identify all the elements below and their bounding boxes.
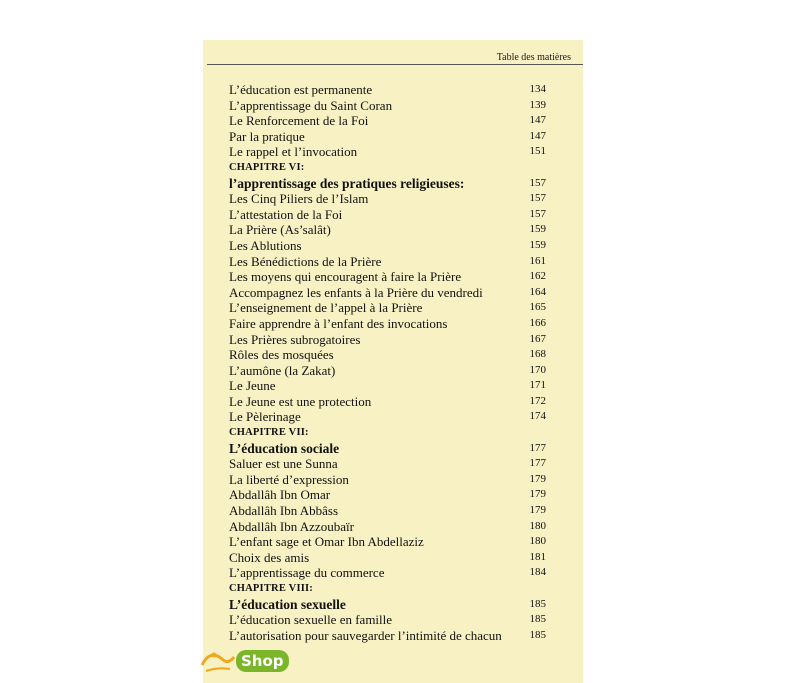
toc-entry-page: 157 — [529, 207, 546, 220]
toc-entry-title: Faire apprendre à l’enfant des invocations — [229, 315, 448, 331]
toc-entry — [229, 487, 546, 503]
toc-entry — [229, 565, 546, 581]
toc-entry-page: 159 — [529, 223, 546, 236]
book-page — [203, 40, 583, 683]
toc-entry — [229, 347, 546, 363]
toc-entry-title: L’enseignement de l’appel à la Prière — [229, 300, 423, 316]
toc-entry-page: 185 — [529, 628, 546, 641]
toc-entry — [229, 300, 546, 316]
toc-entry-title: Par la pratique — [229, 128, 305, 144]
header-rule — [207, 64, 583, 65]
toc-entry-page: 177 — [529, 441, 546, 454]
toc-entry — [229, 472, 546, 488]
toc-entry — [229, 378, 546, 394]
toc-entry — [229, 363, 546, 379]
toc-entry-page: 139 — [529, 98, 546, 111]
toc-entry-title: L’éducation sociale — [229, 440, 340, 456]
toc-entry-page: 179 — [529, 488, 546, 501]
toc-entry-title: L’éducation sexuelle en famille — [229, 612, 393, 628]
toc-entry-page: 185 — [529, 597, 546, 610]
toc-entry — [229, 409, 546, 425]
toc-entry-title: Les Cinq Piliers de l’Islam — [229, 191, 369, 207]
toc-entry-page: 179 — [529, 472, 546, 485]
toc-entry-title: Choix des amis — [229, 549, 310, 565]
toc-entry — [229, 129, 546, 145]
toc-entry-page: 168 — [529, 348, 546, 361]
toc-entry-title: L’éducation est permanente — [229, 82, 373, 97]
toc-entry-title: Les moyens qui encouragent à faire la Prière — [229, 269, 462, 285]
toc-entry-title: Les Bénédictions de la Prière — [229, 253, 382, 269]
toc-entry — [229, 144, 546, 160]
toc-entry-title: Le Jeune est une protection — [229, 393, 372, 409]
toc-entry — [229, 98, 546, 114]
toc-entry-title: Le Pèlerinage — [229, 409, 301, 425]
toc-entry-title: Saluer est une Sunna — [229, 456, 338, 472]
section-heading — [229, 176, 546, 192]
toc-entry-page: 179 — [529, 504, 546, 517]
toc-entry — [229, 254, 546, 270]
toc-entry — [229, 519, 546, 535]
toc-entry-title: L’apprentissage du Saint Coran — [229, 97, 393, 113]
toc-entry-page: 151 — [529, 145, 546, 158]
toc-entry-page: 172 — [529, 394, 546, 407]
toc-entry — [229, 238, 546, 254]
toc-entry — [229, 82, 546, 98]
toc-entry — [229, 285, 546, 301]
toc-entry-page: 157 — [529, 176, 546, 189]
toc-entry-title: Abdallâh Ibn Omar — [229, 487, 331, 503]
chapter-heading — [229, 160, 546, 176]
toc-entry-title: L’éducation sexuelle — [229, 596, 346, 612]
table-of-contents — [229, 82, 546, 643]
toc-entry-page: 180 — [529, 519, 546, 532]
toc-entry-page: 171 — [529, 379, 546, 392]
toc-entry — [229, 456, 546, 472]
toc-entry-title: Accompagnez les enfants à la Prière du vendredi — [229, 284, 483, 300]
toc-entry-page: 180 — [529, 535, 546, 548]
toc-entry-title: Le Renforcement de la Foi — [229, 113, 369, 129]
chapter-heading — [229, 425, 546, 441]
toc-entry-title: CHAPITRE VII: — [229, 427, 309, 439]
toc-entry-page: 174 — [529, 410, 546, 423]
toc-entry-title: L’attestation de la Foi — [229, 206, 343, 222]
toc-entry — [229, 550, 546, 566]
toc-entry-title: L’aumône (la Zakat) — [229, 362, 336, 378]
toc-entry — [229, 394, 546, 410]
toc-entry-page: 184 — [529, 566, 546, 579]
toc-entry-title: Abdallâh Ibn Azzoubaïr — [229, 518, 354, 534]
section-heading — [229, 597, 546, 613]
toc-entry-page: 162 — [529, 270, 546, 283]
toc-entry-title: L’enfant sage et Omar Ibn Abdellaziz — [229, 534, 424, 550]
toc-entry-page: 165 — [529, 301, 546, 314]
toc-entry — [229, 113, 546, 129]
toc-entry-title: La liberté d’expression — [229, 471, 349, 487]
toc-entry-title: L’apprentissage du commerce — [229, 565, 385, 581]
toc-entry-title: La Prière (As’salât) — [229, 222, 331, 238]
toc-entry-title: Le Jeune — [229, 378, 276, 394]
toc-entry-page: 181 — [529, 550, 546, 563]
chapter-heading — [229, 581, 546, 597]
toc-entry — [229, 207, 546, 223]
toc-entry — [229, 222, 546, 238]
toc-entry — [229, 503, 546, 519]
toc-entry-title: CHAPITRE VIII: — [229, 583, 313, 594]
toc-entry-page: 147 — [529, 114, 546, 127]
running-header: Table des matières — [496, 52, 571, 63]
toc-entry-page: 167 — [529, 332, 546, 345]
toc-entry — [229, 628, 546, 644]
toc-entry — [229, 332, 546, 348]
toc-entry-title: Rôles des mosquées — [229, 347, 334, 363]
toc-entry-title: Abdallâh Ibn Abbâss — [229, 503, 339, 519]
toc-entry-page: 147 — [529, 129, 546, 142]
toc-entry-title: Les Prières subrogatoires — [229, 331, 361, 347]
toc-entry-page: 157 — [529, 192, 546, 205]
toc-entry-page: 159 — [529, 238, 546, 251]
toc-entry — [229, 269, 546, 285]
toc-entry-page: 185 — [529, 613, 546, 626]
toc-entry — [229, 612, 546, 628]
toc-entry-page: 161 — [529, 254, 546, 267]
toc-entry-title: L’autorisation pour sauvegarder l’intimité de chacun — [229, 627, 502, 643]
toc-entry-page: 164 — [529, 285, 546, 298]
toc-entry-title: Le rappel et l’invocation — [229, 144, 358, 160]
toc-entry-title: l’apprentissage des pratiques religieuses: — [229, 175, 465, 191]
toc-entry — [229, 316, 546, 332]
shop-logo-text: Shop — [236, 650, 289, 672]
toc-entry — [229, 534, 546, 550]
toc-entry-page: 170 — [529, 363, 546, 376]
toc-entry-title: CHAPITRE VI: — [229, 161, 305, 173]
section-heading — [229, 441, 546, 457]
toc-entry-title: Les Ablutions — [229, 237, 302, 253]
toc-entry-page: 134 — [529, 83, 546, 95]
toc-entry — [229, 191, 546, 207]
toc-entry-page: 166 — [529, 316, 546, 329]
toc-entry-page: 177 — [529, 457, 546, 470]
